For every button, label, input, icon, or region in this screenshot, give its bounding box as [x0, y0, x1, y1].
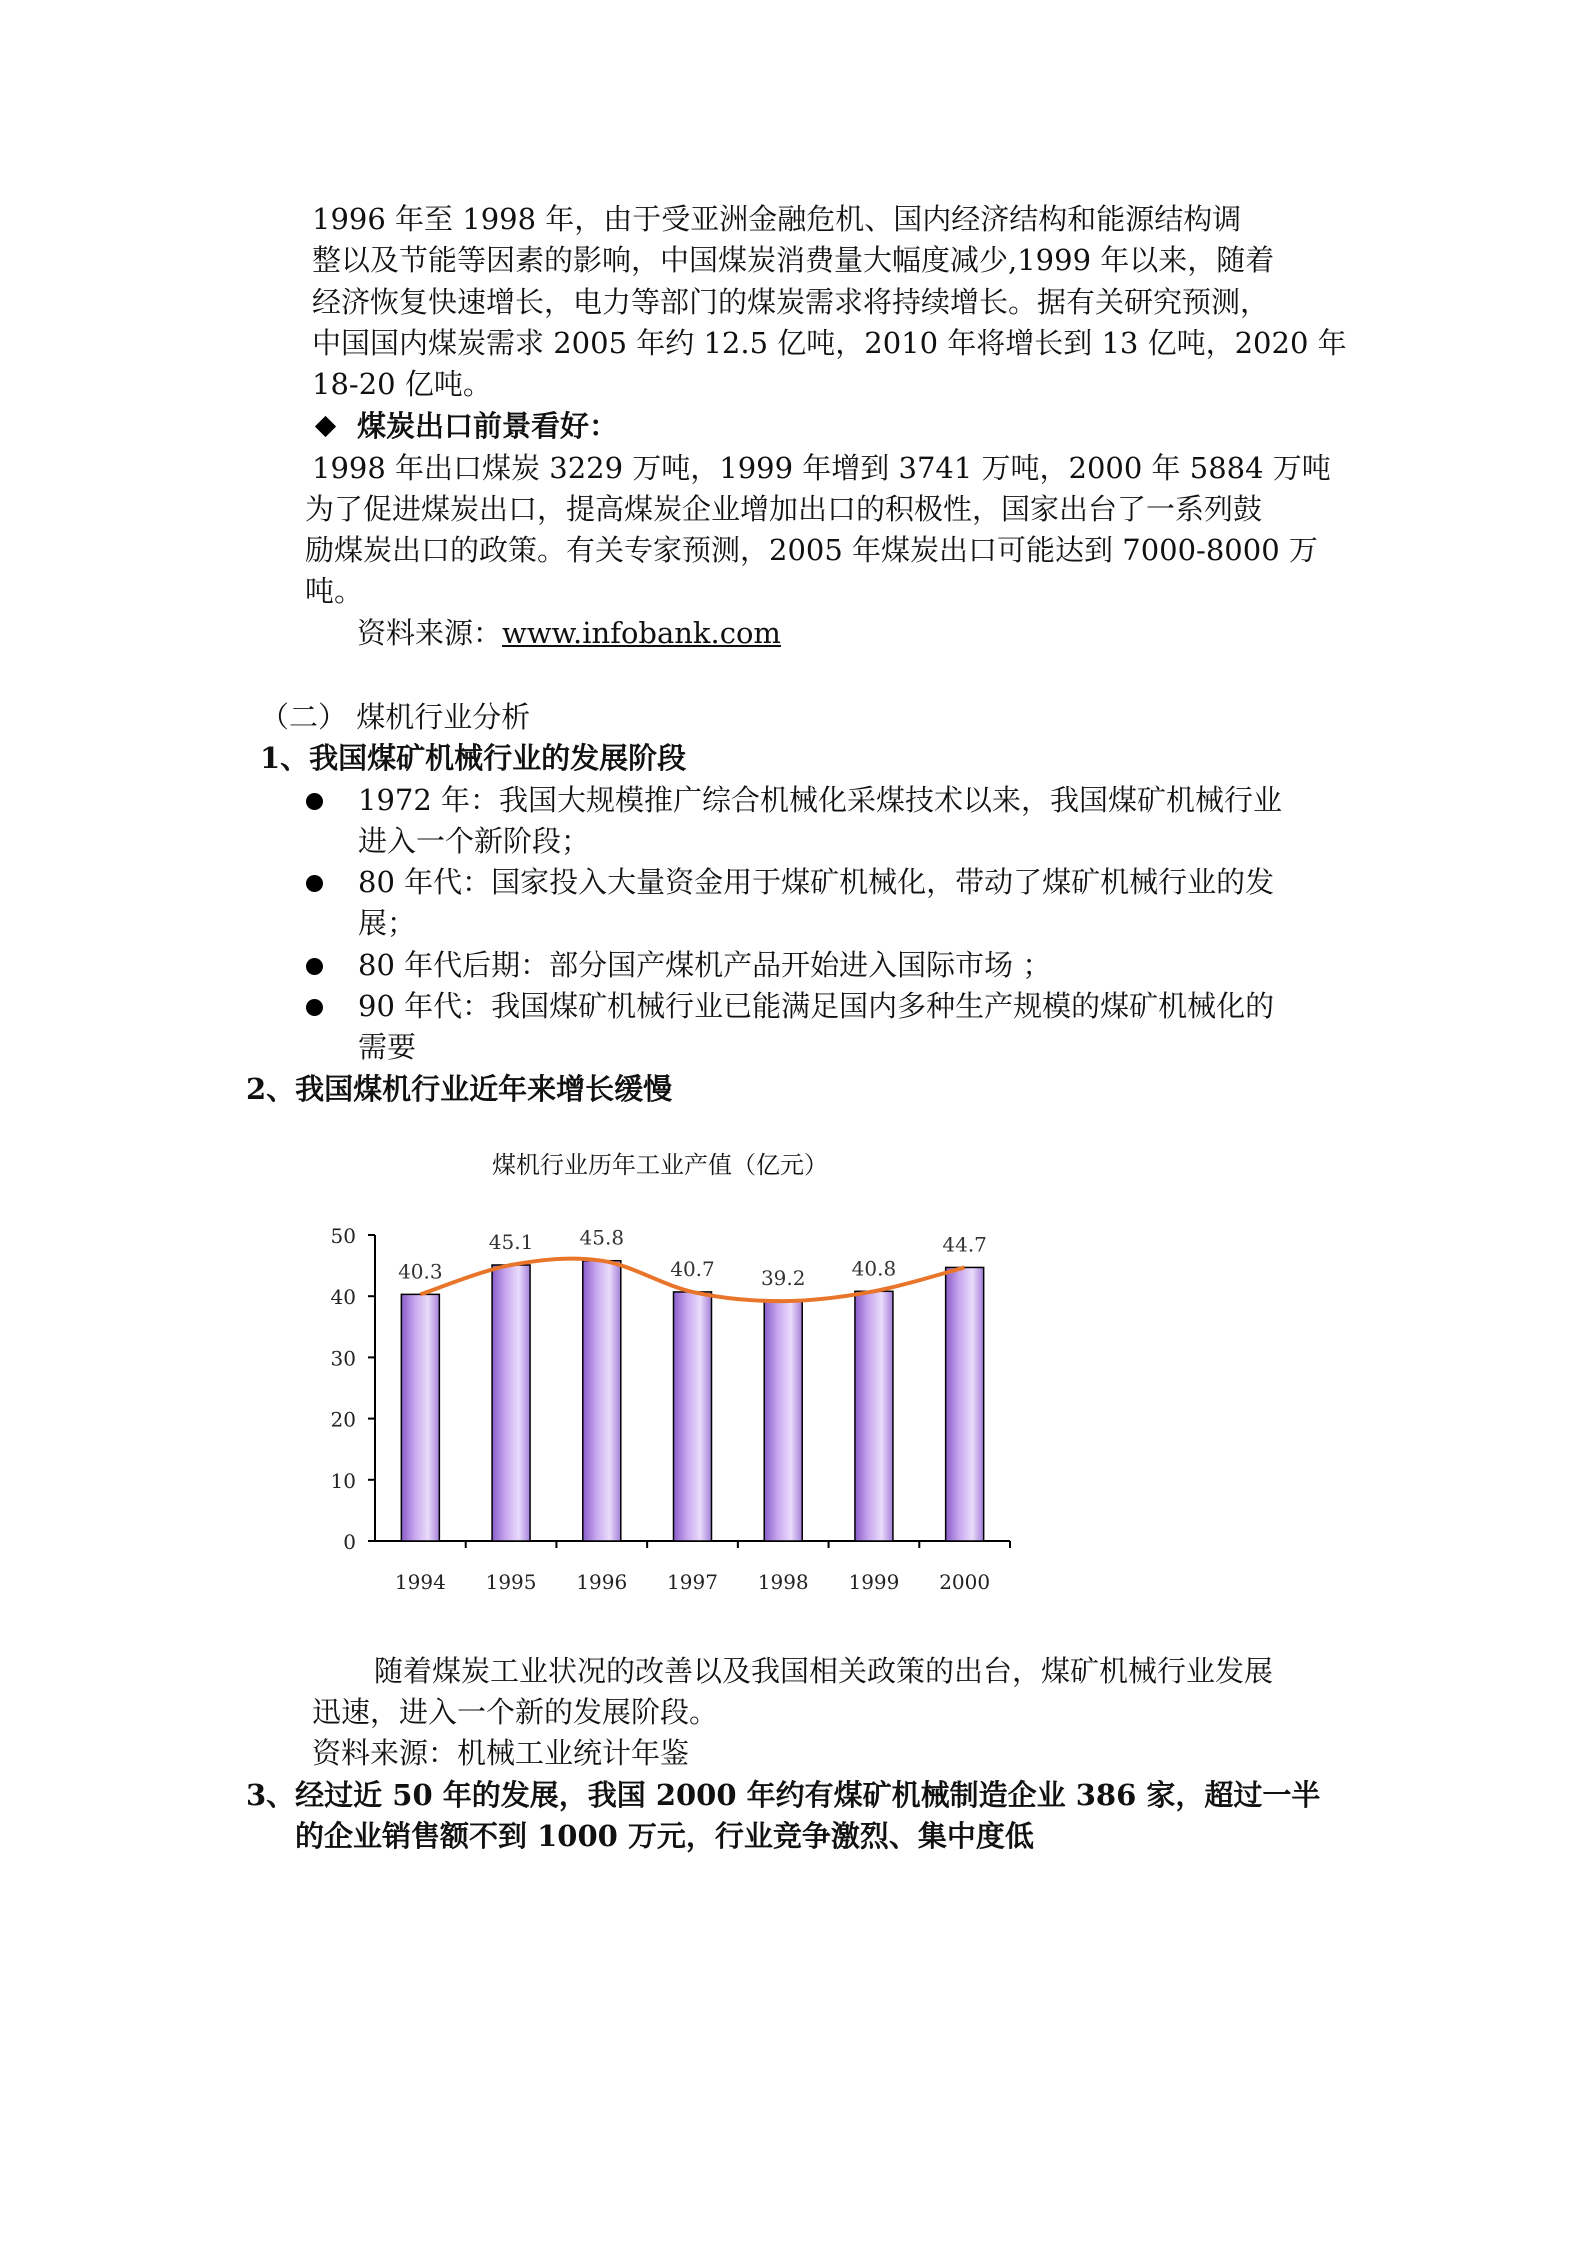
after-chart-line-2: 迅速，进入一个新的发展阶段。	[312, 1695, 719, 1729]
bullet-3-line-1: 80 年代后期：部分国产煤机产品开始进入国际市场 ；	[358, 948, 1052, 982]
trend-line	[420, 1256, 964, 1302]
demand-paragraph-line-1: 1996 年至 1998 年，由于受亚洲金融危机、国内经济结构和能源结构调	[312, 202, 1242, 236]
export-paragraph-line-2: 为了促进煤炭出口，提高煤炭企业增加出口的积极性，国家出台了一系列鼓	[305, 492, 1263, 526]
bullet-1-line-1: 1972 年：我国大规模推广综合机械化采煤技术以来，我国煤矿机械行业	[358, 783, 1283, 817]
y-tick-label: 30	[330, 1346, 356, 1371]
data-label: 40.3	[398, 1259, 443, 1284]
section-title: （二） 煤机行业分析	[260, 700, 531, 734]
y-tick-label: 20	[330, 1407, 356, 1432]
export-paragraph-line-1: 1998 年出口煤炭 3229 万吨，1999 年增到 3741 万吨，2000 年 5884 万吨	[312, 451, 1331, 485]
data-label: 45.1	[488, 1229, 534, 1254]
diamond-bullet-icon	[315, 416, 336, 437]
bullet-dot-icon	[306, 958, 323, 975]
bullet-1-line-2: 进入一个新阶段；	[358, 824, 591, 858]
export-source-label: 资料来源：	[357, 616, 503, 650]
y-tick-label: 10	[330, 1468, 356, 1493]
x-tick-label: 1994	[394, 1570, 446, 1594]
data-label: 44.7	[942, 1232, 987, 1257]
x-tick-label: 2000	[939, 1570, 991, 1594]
demand-paragraph-line-3: 经济恢复快速增长，电力等部门的煤炭需求将持续增长。据有关研究预测，	[312, 285, 1270, 319]
bullet-dot-icon	[306, 875, 323, 892]
bullet-2-line-1: 80 年代：国家投入大量资金用于煤矿机械化，带动了煤矿机械行业的发	[358, 865, 1275, 899]
export-source	[357, 613, 781, 653]
after-chart-line-1: 随着煤炭工业状况的改善以及我国相关政策的出台，煤矿机械行业发展	[374, 1654, 1274, 1688]
bar	[401, 1294, 439, 1541]
x-tick-label: 1999	[848, 1570, 900, 1594]
source-link[interactable]: www.infobank.com	[502, 616, 781, 650]
bullet-4-line-1: 90 年代：我国煤矿机械行业已能满足国内多种生产规模的煤矿机械化的	[358, 989, 1275, 1023]
demand-paragraph-line-4: 中国国内煤炭需求 2005 年约 12.5 亿吨，2010 年将增长到 13 亿吨，2020 年	[312, 326, 1347, 360]
data-label: 39.2	[760, 1266, 806, 1291]
export-paragraph-line-3: 励煤炭出口的政策。有关专家预测，2005 年煤炭出口可能达到 7000-8000 万	[305, 533, 1318, 567]
bar	[855, 1291, 893, 1541]
subheading-development-stages: 1、我国煤矿机械行业的发展阶段	[260, 741, 687, 775]
x-tick-label: 1998	[757, 1570, 809, 1594]
subheading-enterprises-line-2: 的企业销售额不到 1000 万元，行业竞争激烈、集中度低	[295, 1819, 1034, 1853]
data-label: 40.7	[670, 1256, 715, 1281]
export-heading: 煤炭出口前景看好：	[357, 409, 619, 443]
subheading-enterprises-line-1: 3、经过近 50 年的发展，我国 2000 年约有煤矿机械制造企业 386 家，超过一半	[246, 1778, 1321, 1812]
x-tick-label: 1996	[576, 1570, 628, 1594]
bar	[764, 1301, 802, 1541]
demand-paragraph-line-2: 整以及节能等因素的影响，中国煤炭消费量大幅度减少,1999 年以来，随着	[312, 243, 1275, 277]
bar	[583, 1261, 621, 1541]
demand-paragraph-line-5: 18-20 亿吨。	[312, 367, 492, 401]
x-tick-label: 1997	[667, 1570, 718, 1594]
y-tick-label: 50	[330, 1224, 356, 1248]
bullet-dot-icon	[306, 793, 323, 810]
subheading-slow-growth: 2、我国煤机行业近年来增长缓慢	[246, 1072, 673, 1106]
x-tick-label: 1995	[485, 1570, 537, 1594]
bullet-2-line-2: 展；	[358, 906, 417, 940]
chart-source: 资料来源：机械工业统计年鉴	[312, 1736, 690, 1770]
data-label: 45.8	[579, 1225, 625, 1250]
y-tick-label: 40	[330, 1285, 356, 1310]
chart-title: 煤机行业历年工业产值（亿元）	[492, 1151, 828, 1179]
bullet-4-line-2: 需要	[358, 1030, 417, 1064]
bullet-dot-icon	[306, 999, 323, 1016]
y-tick-label: 0	[343, 1530, 356, 1554]
data-label: 40.8	[851, 1256, 897, 1281]
bar	[946, 1267, 984, 1541]
bar	[674, 1292, 712, 1541]
export-paragraph-line-4: 吨。	[305, 574, 364, 608]
bar	[492, 1265, 530, 1541]
